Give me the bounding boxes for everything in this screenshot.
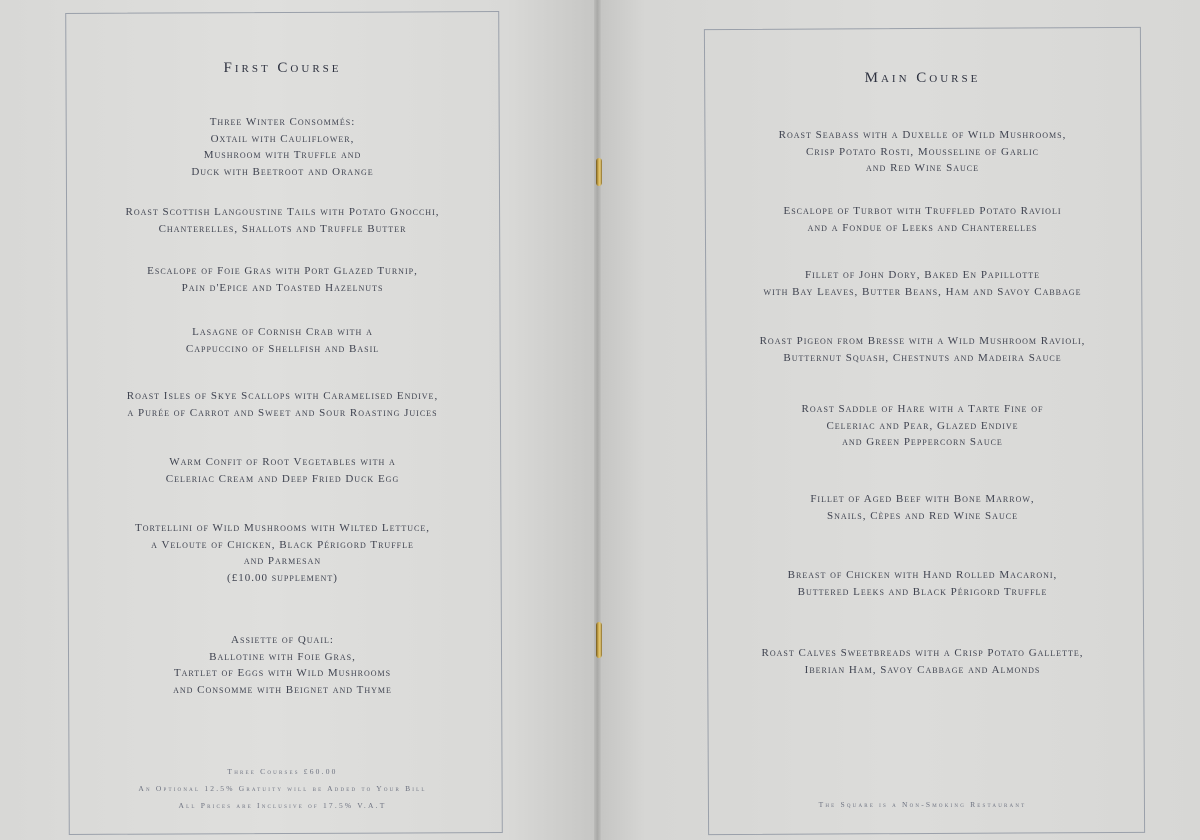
menu-item-line: Cappuccino of Shellfish and Basil [185,342,380,355]
menu-item-line: with Bay Leaves, Butter Beans, Ham and Savoy Cabbage [763,285,1082,298]
menu-fold [594,0,601,840]
menu-item-line: Assiette of Quail: [231,634,334,646]
menu-item [30,114,535,180]
menu-item [700,203,1145,236]
menu-item [700,127,1145,177]
staple-bottom [596,622,602,658]
menu-item-line: and Parmesan [243,555,322,567]
menu-item-line: Tartlet of Eggs with Wild Mushrooms [173,667,392,679]
menu-item [30,204,535,237]
menu-item-line: Iberian Ham, Savoy Cabbage and Almonds [804,663,1041,676]
menu-item-line: Tortellini of Wild Mushrooms with Wilted Lettuce, [134,522,431,534]
menu-item [30,520,535,586]
menu-item-line: Celeriac Cream and Deep Fried Duck Egg [165,472,400,485]
menu-item-line: Roast Calves Sweetbreads with a Crisp Potato Gallette, [761,647,1084,659]
menu-item-line: Escalope of Foie Gras with Port Glazed Turnip, [147,265,418,277]
menu-item-line: Celeriac and Pear, Glazed Endive [826,419,1019,432]
menu-item-line: Breast of Chicken with Hand Rolled Macaroni, [787,569,1058,581]
menu-item-line: Oxtail with Cauliflower, [210,132,355,145]
menu-item-line: Buttered Leeks and Black Périgord Truffle [797,585,1048,598]
menu-item-line: Pain d'Epice and Toasted Hazelnuts [181,281,384,294]
menu-item-line: Escalope of Turbot with Truffled Potato Ravioli [783,205,1062,217]
price-note: Three Courses £60.00 [227,767,338,776]
staple-top [596,158,602,186]
menu-item-line: Fillet of Aged Beef with Bone Marrow, [810,493,1035,505]
gratuity-note: An Optional 12.5% Gratuity will be Added to Your Bill [138,784,427,793]
non-smoking-note: The Square is a Non-Smoking Restaurant [818,800,1027,809]
menu-item [700,401,1145,451]
menu-item-line: and Red Wine Sauce [866,162,979,174]
menu-item-line: and a Fondue of Leeks and Chanterelles [807,221,1038,234]
menu-item-line: Fillet of John Dory, Baked En Papillotte [804,269,1041,281]
menu-item-line: Roast Pigeon from Bresse with a Wild Mushroom Ravioli, [759,335,1086,347]
menu-item [30,388,535,421]
menu-item-line: Roast Scottish Langoustine Tails with Potato Gnocchi, [125,206,440,218]
menu-item-line: Butternut Squash, Chestnuts and Madeira Sauce [783,351,1062,364]
menu-item-line: Roast Saddle of Hare with a Tarte Fine of [801,403,1044,415]
menu-item [700,267,1145,300]
main-course-heading: Main Course [864,70,981,86]
menu-item-line: Duck with Beetroot and Orange [191,165,374,178]
menu-item [30,632,535,698]
first-course-heading: First Course [223,60,342,76]
menu-item-line: Mushroom with Truffle and [203,149,362,161]
menu-item-line: and Consomme with Beignet and Thyme [173,683,392,696]
menu-item-line: a Purée of Carrot and Sweet and Sour Roasting Juices [127,406,438,419]
menu-item-line: Snails, Cèpes and Red Wine Sauce [827,509,1018,522]
menu-item [700,645,1145,678]
menu-item-line: Warm Confit of Root Vegetables with a [169,456,396,468]
menu-item-line: and Green Peppercorn Sauce [842,436,1003,448]
menu-item-line: Lasagne of Cornish Crab with a [192,326,373,338]
menu-item-line: Roast Seabass with a Duxelle of Wild Mushrooms, [778,129,1067,141]
menu-item [700,333,1145,366]
supplement-note: (£10.00 supplement) [227,571,338,584]
menu-item [30,263,535,296]
menu-item-line: Roast Isles of Skye Scallops with Caramelised Endive, [126,390,439,402]
menu-item-line: Ballotine with Foie Gras, [209,650,356,663]
menu-item-line: Crisp Potato Rosti, Mousseline of Garlic [806,145,1039,158]
menu-item [30,454,535,487]
menu-item-line: a Veloute of Chicken, Black Périgord Truffle [151,538,414,551]
menu-item-line: Three Winter Consommés: [209,116,356,128]
menu-item [700,567,1145,600]
menu-item [30,324,535,357]
vat-note: All Prices are Inclusive of 17.5% V.A.T [178,801,387,810]
menu-item [700,491,1145,524]
menu-item-line: Chanterelles, Shallots and Truffle Butter [158,222,407,235]
